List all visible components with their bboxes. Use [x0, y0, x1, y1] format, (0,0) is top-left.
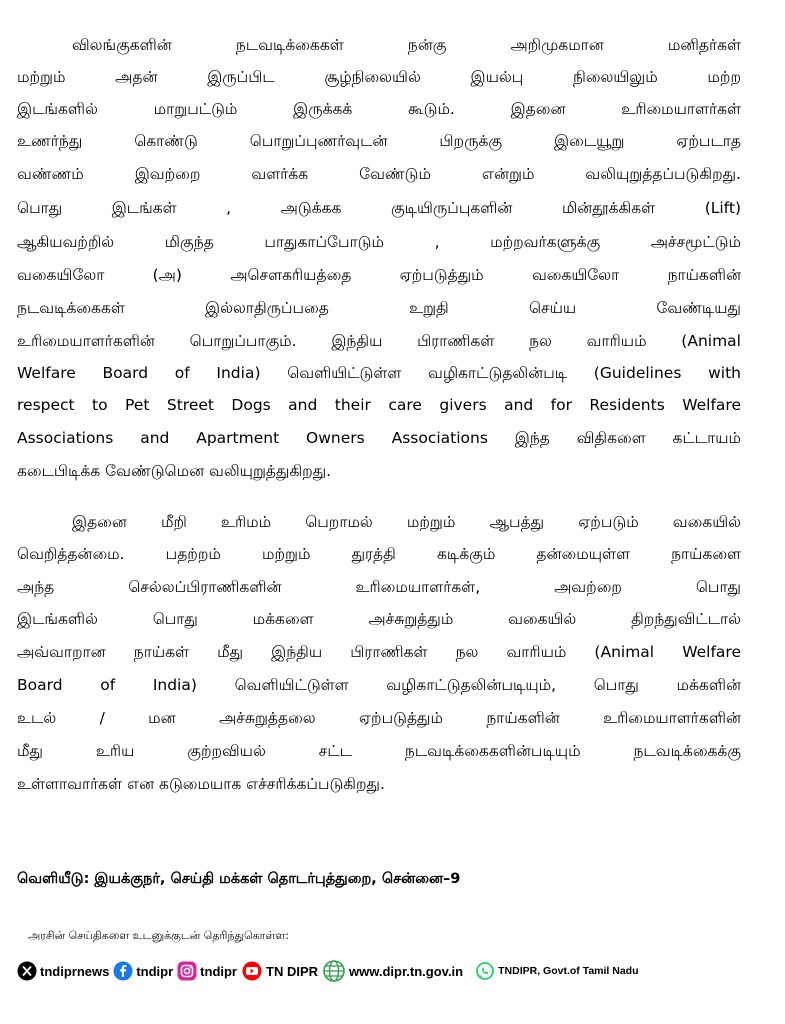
paragraph-2-line: அந்த செல்லப்பிராணிகளின் உரிமையாளர்கள், அவற்றை பொது: [17, 578, 741, 596]
social-label: TNDIPR, Govt.of Tamil Nadu: [498, 965, 639, 977]
paragraph-1-line: பொது இடங்கள் , அடுக்கக குடியிருப்புகளின் மின்தூக்கிகள் (Lift): [17, 199, 741, 217]
paragraph-1-line: Associations and Apartment Owners Associations இந்த விதிகளை கட்டாயம்: [17, 429, 741, 447]
social-label: TN DIPR: [266, 963, 318, 979]
paragraph-2-line: இடங்களில் பொது மக்களை அச்சுறுத்தும் வகையில் திறந்துவிட்டால்: [17, 610, 741, 628]
social-label: tndipr: [136, 963, 174, 979]
social-link-youtube[interactable]: [241, 961, 318, 981]
paragraph-2-line: வெறித்தன்மை. பதற்றம் மற்றும் துரத்தி கடிக்கும் தன்மையுள்ள நாய்களை: [17, 545, 741, 563]
social-label: www.dipr.tn.gov.in: [349, 963, 464, 979]
paragraph-1-line: நடவடிக்கைகள் இல்லாதிருப்பதை உறுதி செய்ய வேண்டியது: [17, 299, 741, 317]
social-media-bar: [17, 958, 741, 984]
social-link-whatsapp[interactable]: [475, 961, 638, 981]
release-credit: வெளியீடு: இயக்குநர், செய்தி மக்கள் தொடர்புத்துறை, சென்னை–9: [17, 871, 461, 887]
paragraph-2-line: Board of India) வெளியிட்டுள்ள வழிகாட்டுதலின்படியும், பொது மக்களின்: [17, 676, 741, 694]
social-link-x[interactable]: [17, 961, 109, 981]
social-label: tndipr: [200, 963, 237, 979]
paragraph-2-line: மீது உரிய குற்றவியல் சட்ட நடவடிக்கைகளின்படியும் நடவடிக்கைக்கு: [17, 742, 741, 760]
social-link-instagram[interactable]: [177, 961, 237, 981]
paragraph-1-line: வண்ணம் இவற்றை வளர்க்க வேண்டும் என்றும் வலியுறுத்தப்படுகிறது.: [17, 165, 741, 183]
paragraph-1-line: உணர்ந்து கொண்டு பொறுப்புணர்வுடன் பிறருக்கு இடையூறு ஏற்படாத: [17, 132, 741, 150]
paragraph-1-line: ஆகியவற்றில் மிகுந்த பாதுகாப்போடும் , மற்றவர்களுக்கு அச்சமூட்டும்: [17, 233, 741, 251]
social-label: tndiprnews: [40, 963, 110, 979]
paragraph-2-line: அவ்வாறான நாய்கள் மீது இந்திய பிராணிகள் நல வாரியம் (Animal Welfare: [17, 643, 741, 661]
paragraph-1-line: மற்றும் அதன் இருப்பிட சூழ்நிலையில் இயல்பு நிலையிலும் மற்ற: [17, 68, 741, 86]
paragraph-1-line: உரிமையாளர்களின் பொறுப்பாகும். இந்திய பிராணிகள் நல வாரியம் (Animal: [17, 332, 741, 350]
paragraph-1-line: விலங்குகளின் நடவடிக்கைகள் நன்கு அறிமுகமான மனிதர்கள்: [72, 36, 741, 54]
paragraph-2-line: உள்ளாவார்கள் என கடுமையாக எச்சரிக்கப்படுகிறது.: [17, 775, 385, 793]
paragraph-1-line: Welfare Board of India) வெளியிட்டுள்ள வழிகாட்டுதலின்படி (Guidelines with: [17, 364, 741, 382]
paragraph-1-line: இடங்களில் மாறுபட்டும் இருக்கக் கூடும். இதனை உரிமையாளர்கள்: [17, 100, 741, 118]
paragraph-2-line: இதனை மீறி உரிமம் பெறாமல் மற்றும் ஆபத்து ஏற்படும் வகையில்: [72, 513, 741, 531]
facebook-icon: [113, 961, 133, 981]
globe-icon: [322, 960, 346, 982]
follow-label: அரசின் செய்திகளை உடனுக்குடன் தெரிந்துகொள்ள:: [28, 929, 289, 942]
instagram-icon: [177, 961, 197, 981]
paragraph-1-line: கடைபிடிக்க வேண்டுமென வலியுறுத்துகிறது.: [17, 462, 332, 480]
paragraph-1-line: respect to Pet Street Dogs and their care givers and for Residents Welfare: [17, 396, 741, 414]
social-link-facebook[interactable]: [113, 961, 173, 981]
youtube-icon: [241, 961, 263, 981]
x-icon: [17, 961, 37, 981]
whatsapp-icon: [475, 961, 495, 981]
paragraph-1-line: வகையிலோ (அ) அசௌகரியத்தை ஏற்படுத்தும் வகையிலோ நாய்களின்: [17, 266, 741, 284]
social-link-website[interactable]: [322, 960, 463, 982]
paragraph-2-line: உடல் / மன அச்சுறுத்தலை ஏற்படுத்தும் நாய்களின் உரிமையாளர்களின்: [17, 709, 741, 727]
